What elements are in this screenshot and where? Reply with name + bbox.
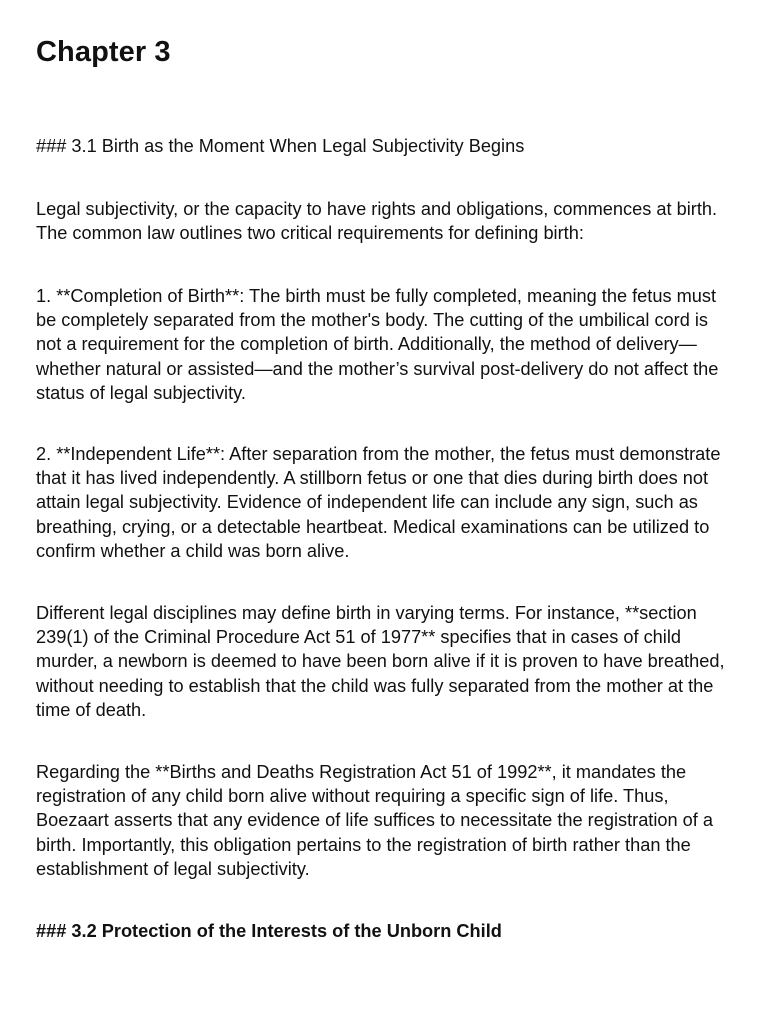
paragraph-criminal-procedure-act: Different legal disciplines may define birth in varying terms. For instance, **section 239(1) of the Criminal Procedure Act 51 of 1977** specifies that in cases of child murder, a newborn is deemed to have been born alive if it is proven to have breathed, without needing to establish that the child was fully separated from the mother at the time of death.	[36, 603, 725, 720]
chapter-title: Chapter 3	[36, 36, 171, 68]
paragraph-legal-subjectivity-intro: Legal subjectivity, or the capacity to have rights and obligations, commences at birth. The common law outlines two critical requirements for defining birth:	[36, 199, 718, 244]
section-heading-3-2: ### 3.2 Protection of the Interests of the Unborn Child	[36, 921, 502, 941]
paragraph-registration-act: Regarding the **Births and Deaths Registration Act 51 of 1992**, it mandates the registration of any child born alive without requiring a specific sign of life. Thus, Boezaart asserts that any evidence of life suffices to necessitate the registration of a birth. Importantly, this obligation pertains to the registration of birth rather than the establishment of legal subjectivity.	[36, 762, 714, 879]
paragraph-completion-of-birth: 1. **Completion of Birth**: The birth must be fully completed, meaning the fetus must be completely separated from the mother's body. The cutting of the umbilical cord is not a requirement for the completion of birth. Additionally, the method of delivery—whether natural or assisted—and the mother’s survival post-delivery do not affect the status of legal subjectivity.	[36, 286, 719, 403]
section-heading-3-1: ### 3.1 Birth as the Moment When Legal Subjectivity Begins	[36, 136, 525, 156]
paragraph-independent-life: 2. **Independent Life**: After separation from the mother, the fetus must demonstrate that it has lived independently. A stillborn fetus or one that dies during birth does not attain legal subjectivity. Evidence of independent life can include any sign, such as breathing, crying, or a detectable heartbeat. Medical examinations can be utilized to confirm whether a child was born alive.	[36, 444, 721, 561]
